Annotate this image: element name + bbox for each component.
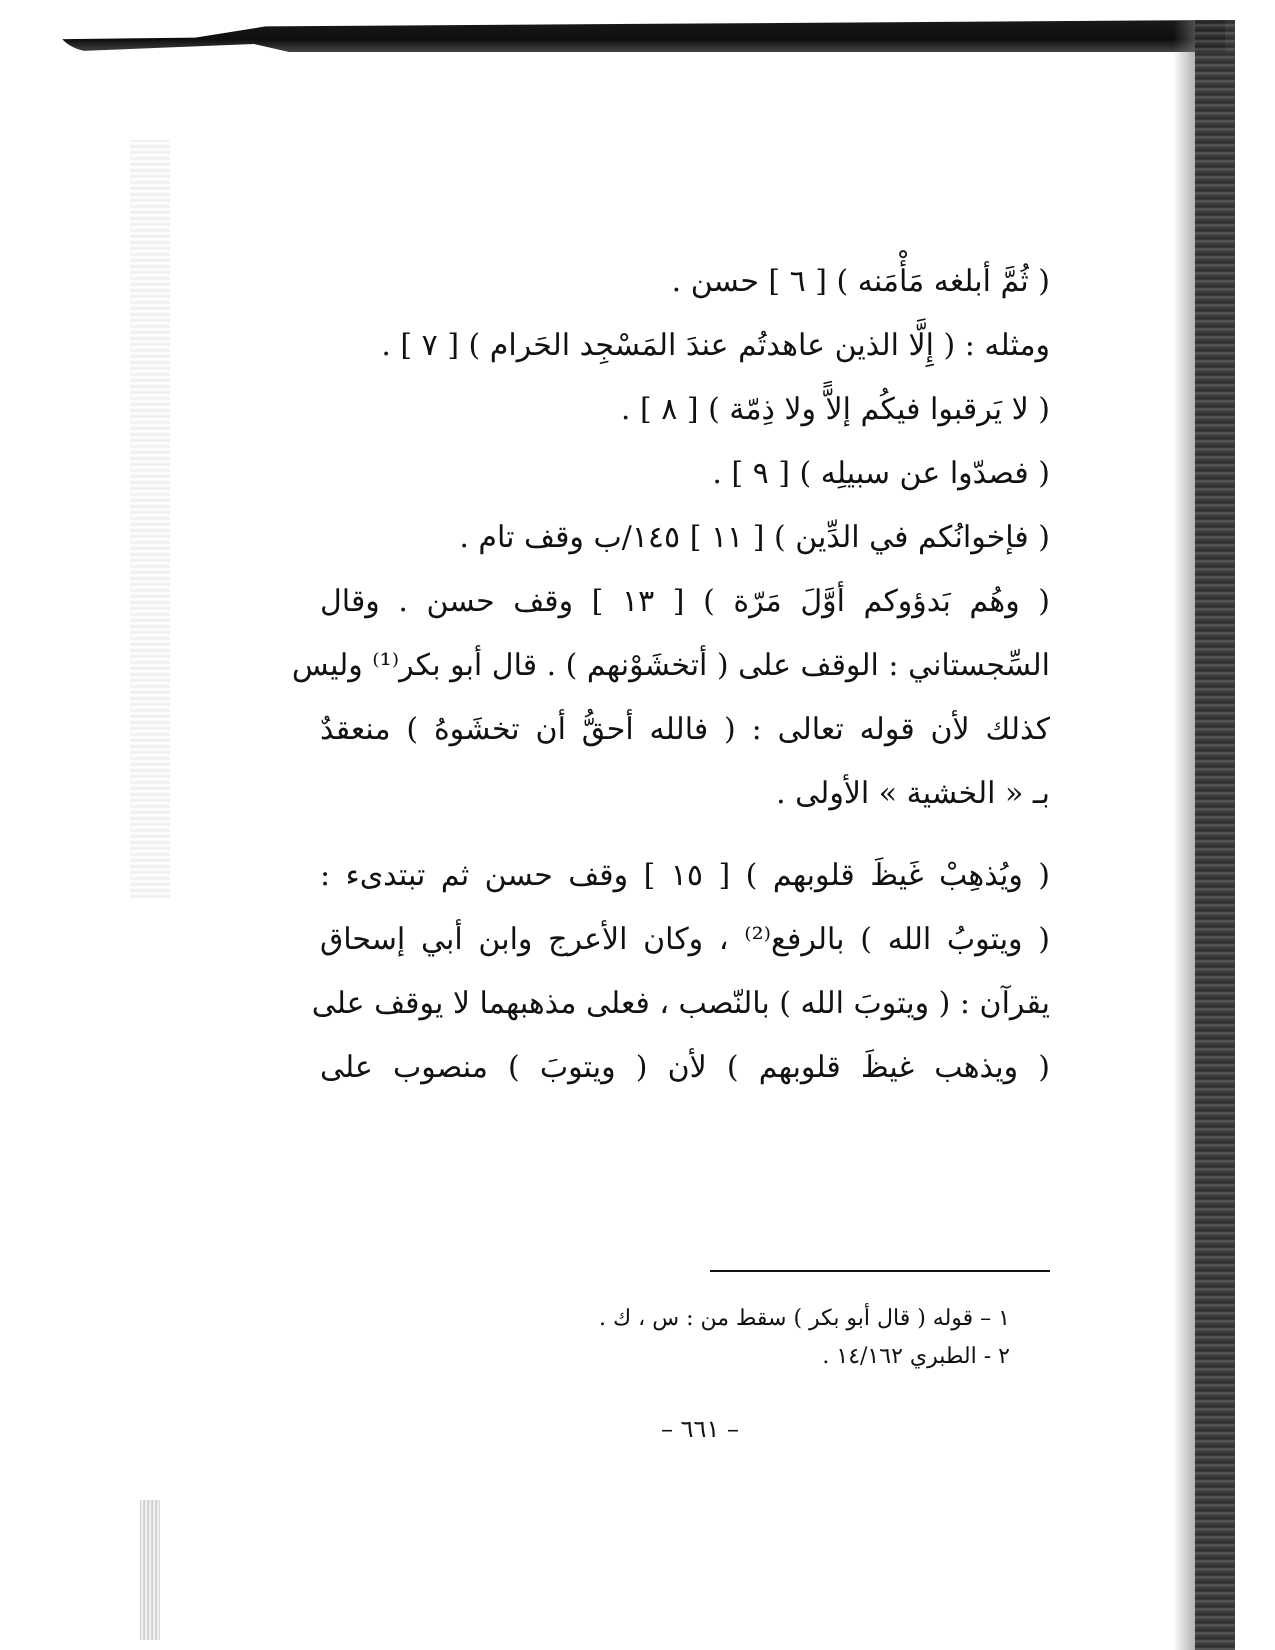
body-line-4: ( فصدّوا عن سبيلِه ) [ ٩ ] . — [712, 456, 1050, 491]
page-body — [291, 250, 1051, 1100]
scan-right-edge — [1195, 20, 1235, 1650]
body-line-8: كذلك لأن قوله تعالى : ( فالله أحقُّ أن تخشَوهُ ) منعقدٌ — [320, 712, 1050, 747]
footnotes — [540, 1300, 1010, 1376]
body-line-3: ( لا يَرقبوا فيكُم إلاًّ ولا ذِمّة ) [ ٨ ] . — [620, 392, 1050, 427]
body-line-9: بـ « الخشية » الأولى . — [776, 776, 1050, 811]
body-line-1: ( ثُمَّ أبلغه مَأْمَنه ) [ ٦ ] حسن . — [671, 264, 1050, 299]
body-line-7: السِّجستاني : الوقف على ( أتخشَوْنهم ) . قال أبو بكر⁽¹⁾ وليس — [291, 648, 1050, 683]
page-number: – ٦٦١ – — [661, 1415, 739, 1443]
body-line-2: ومثله : ( إِلَّا الذين عاهدتُم عندَ المَسْجِد الحَرام ) [ ٧ ] . — [381, 328, 1050, 363]
body-line-10: ( ويُذهِبْ غَيظَ قلوبهم ) [ ١٥ ] وقف حسن ثم تبتدىء : — [320, 858, 1050, 893]
body-line-13: ( ويذهب غيظَ قلوبهم ) لأن ( ويتوبَ ) منصوب على — [320, 1050, 1050, 1085]
scan-left-noise-bottom — [140, 1500, 160, 1640]
body-line-11: ( ويتوبُ الله ) بالرفع⁽²⁾ ، وكان الأعرج وابن أبي إسحاق — [320, 922, 1050, 957]
footnote-1: ١ – قوله ( قال أبو بكر ) سقط من : س ، ك . — [599, 1306, 1010, 1331]
scan-left-noise — [130, 140, 170, 900]
footnote-2: ٢ - الطبري ١٤/١٦٢ . — [822, 1344, 1010, 1369]
body-line-12: يقرآن : ( ويتوبَ الله ) بالنّصب ، فعلى مذهبهما لا يوقف على — [311, 986, 1050, 1021]
body-line-6: ( وهُم بَدؤوكم أوَّلَ مَرّة ) [ ١٣ ] وقف حسن . وقال — [320, 584, 1051, 619]
footnote-divider — [710, 1270, 1050, 1272]
body-line-5: ( فإخوانُكم في الدِّين ) [ ١١ ] ١٤٥/ب وقف تام . — [459, 520, 1050, 555]
scan-top-shadow — [55, 20, 1225, 52]
paragraph-gap — [320, 826, 1050, 844]
